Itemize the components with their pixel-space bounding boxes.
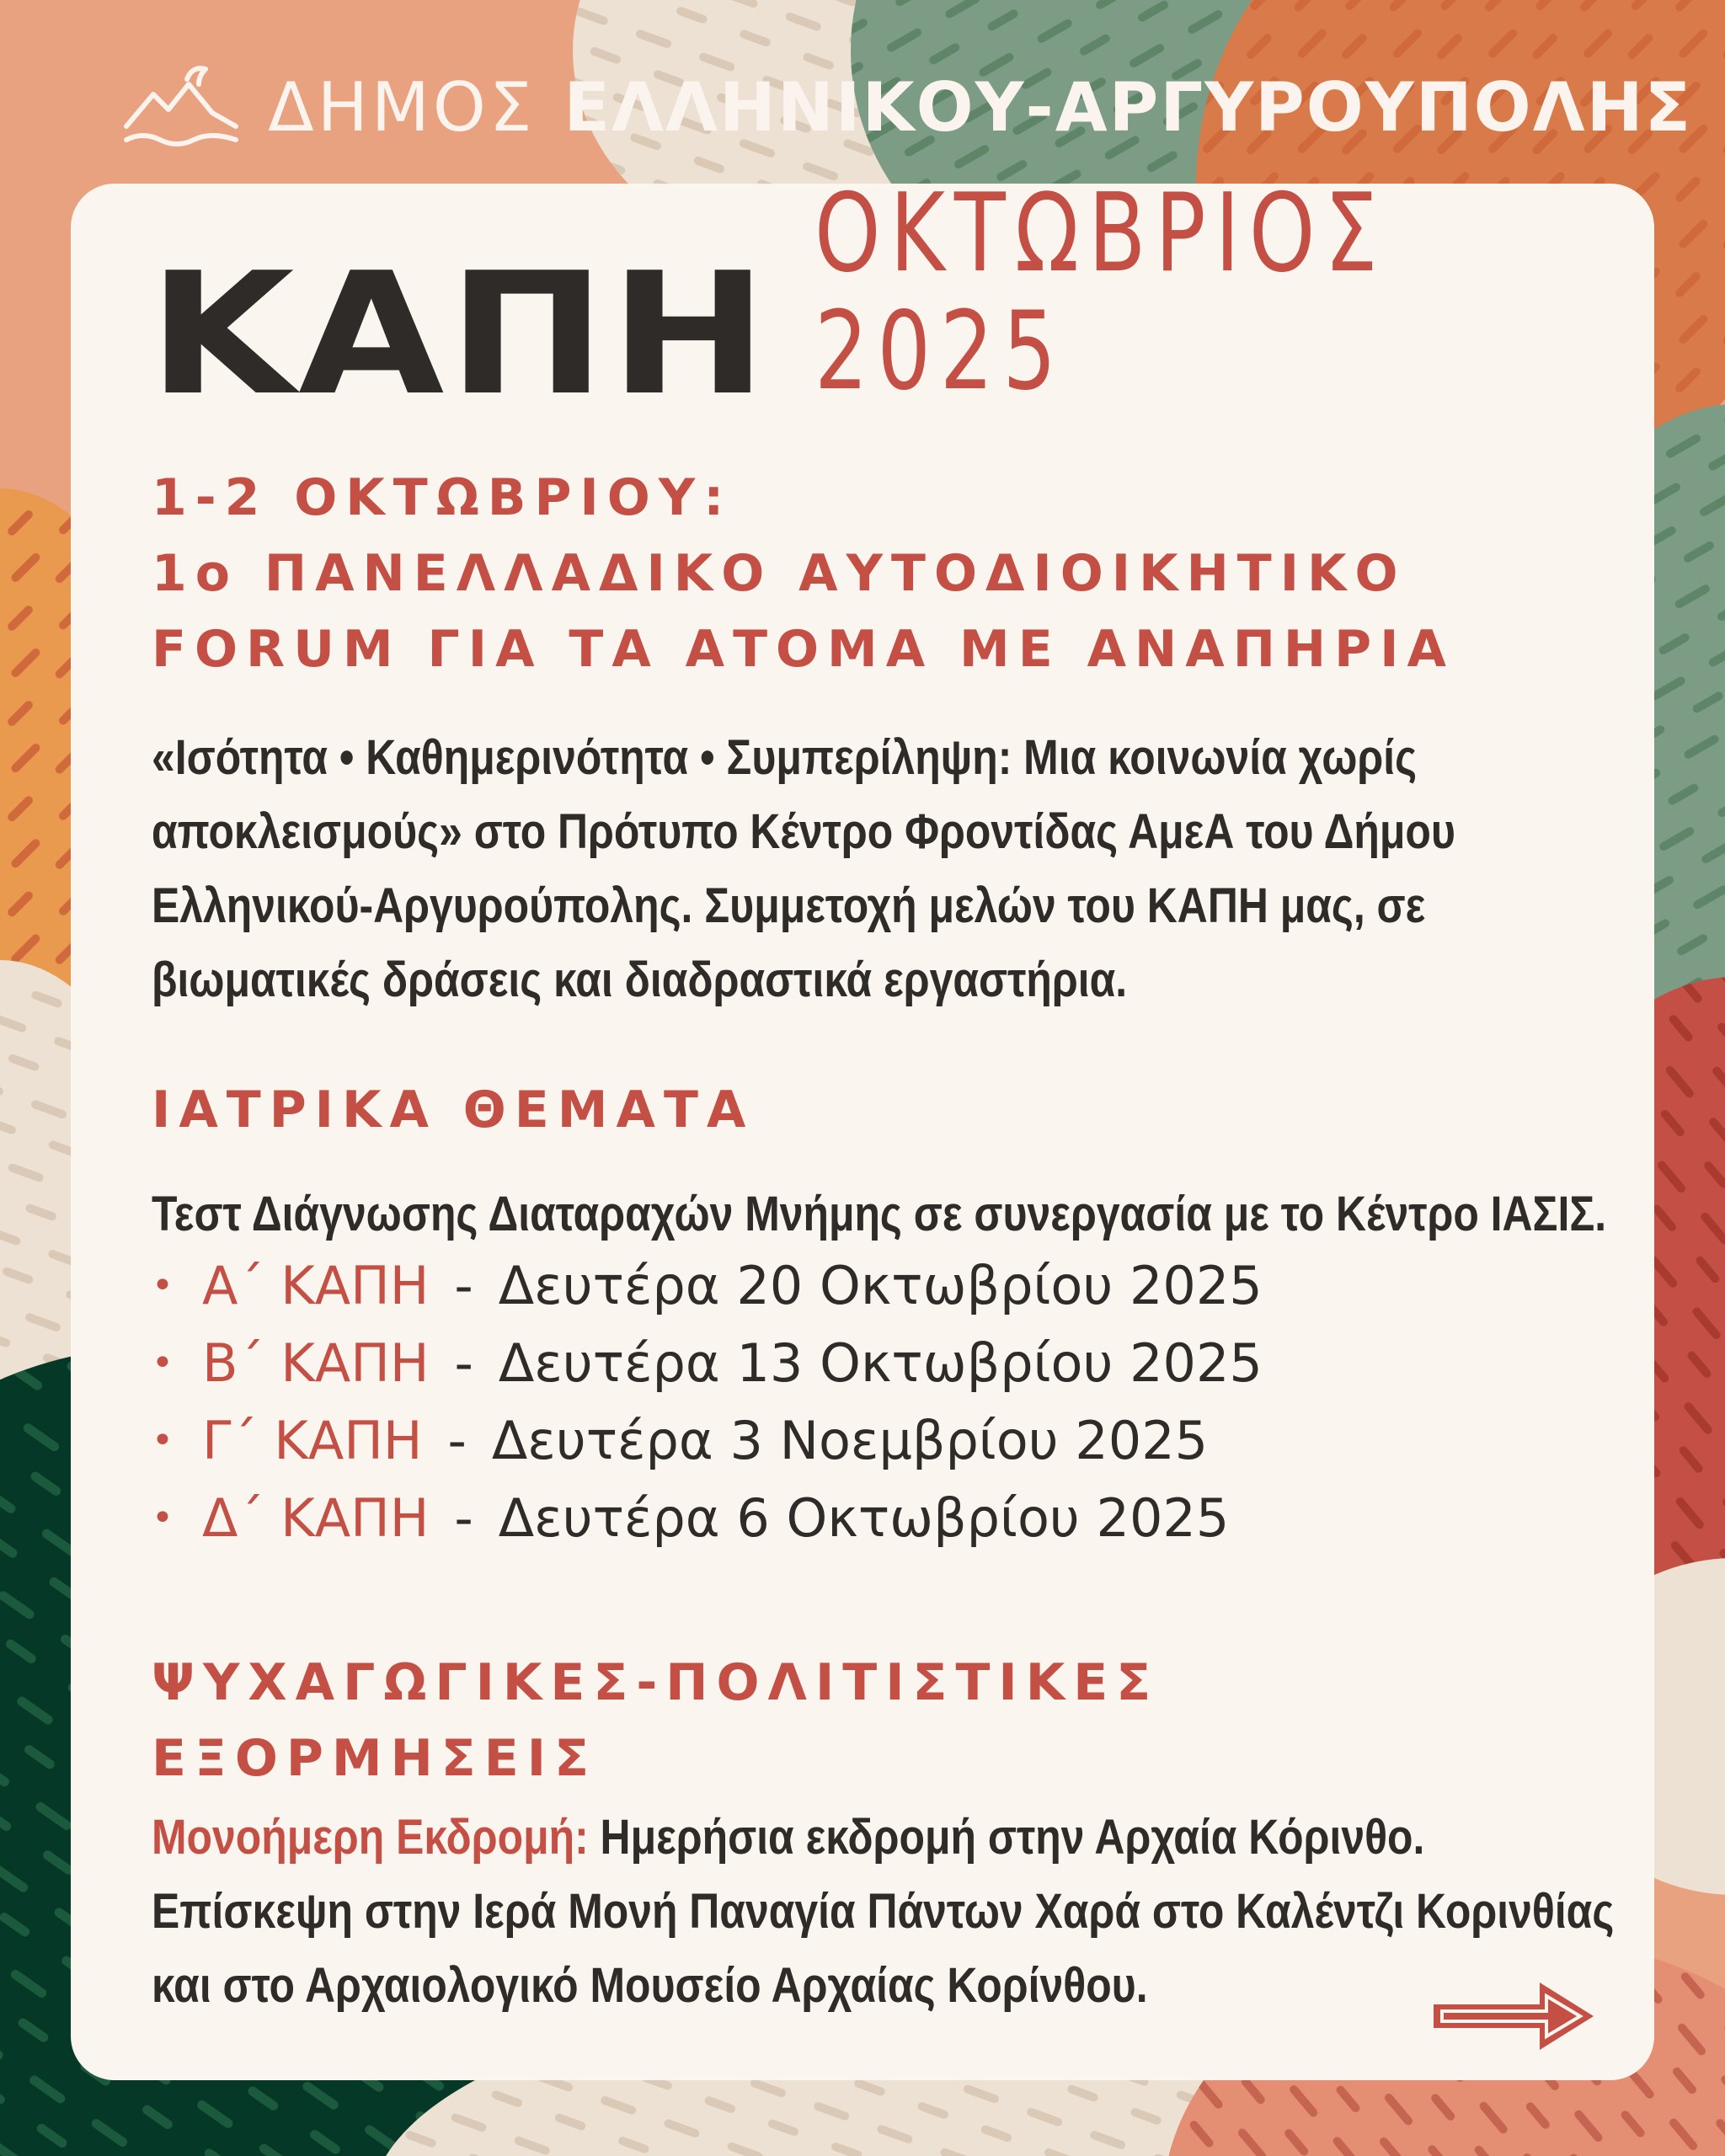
trips-description — [152, 1801, 1614, 2023]
trips-heading-line: ΕΞΟΡΜΗΣΕΙΣ — [152, 1729, 598, 1788]
kapi-date: Δευτέρα 13 Οκτωβρίου 2025 — [498, 1331, 1263, 1394]
list-item — [152, 1479, 1263, 1556]
bullet-icon: • — [152, 1341, 174, 1385]
bullet-icon: • — [152, 1263, 174, 1307]
arrow-right-icon[interactable] — [1430, 1974, 1599, 2058]
forum-heading-line: 1-2 ΟΚΤΩΒΡΙΟΥ: — [152, 468, 733, 527]
forum-description-line: αποκλεισμούς» στο Πρότυπο Κέντρο Φροντίδας ΑμεΑ του Δήμου — [152, 804, 1455, 859]
forum-description-line: «Ισότητα • Καθημερινότητα • Συμπερίληψη: Μια κοινωνία χωρίς — [152, 730, 1418, 785]
title-row — [148, 171, 1654, 433]
trip-label: Μονοήμερη Εκδρομή: — [152, 1810, 589, 1865]
trips-description-line: και στο Αρχαιολογικό Μουσείο Αρχαίας Κορίνθου. — [152, 1958, 1148, 2013]
municipality-name: ΕΛΛΗΝΙΚΟΥ-ΑΡΓΥΡΟΥΠΟΛΗΣ — [563, 67, 1693, 147]
forum-description-line: βιωματικές δράσεις και διαδραστικά εργαστήρια. — [152, 953, 1128, 1007]
trip-summary: Ημερήσια εκδρομή στην Αρχαία Κόρινθο. — [600, 1810, 1425, 1865]
separator: - — [454, 1486, 473, 1549]
forum-description — [152, 721, 1455, 1017]
kapi-name: Α΄ ΚΑΠΗ — [201, 1254, 430, 1316]
separator: - — [447, 1409, 467, 1471]
kapi-name: Δ΄ ΚΑΠΗ — [201, 1486, 430, 1549]
trips-description-line: Επίσκεψη στην Ιερά Μονή Παναγία Πάντων Χαρά στο Καλέντζι Κορινθίας — [152, 1884, 1615, 1939]
bullet-icon: • — [152, 1496, 174, 1540]
kapi-schedule-list — [152, 1246, 1263, 1556]
medical-heading: ΙΑΤΡΙΚΑ ΘΕΜΑΤΑ — [152, 1081, 755, 1139]
forum-heading-line: 1ο ΠΑΝΕΛΛΑΔΙΚΟ ΑΥΤΟΔΙΟΙΚΗΤΙΚΟ — [152, 544, 1407, 603]
bullet-icon: • — [152, 1418, 174, 1462]
municipality-word: ΔΗΜΟΣ — [268, 67, 536, 147]
header — [118, 61, 1692, 153]
kapi-name: Γ΄ ΚΑΠΗ — [201, 1409, 423, 1471]
medical-intro: Τεστ Διάγνωσης Διαταραχών Μνήμης σε συνεργασία με το Κέντρο ΙΑΣΙΣ. — [152, 1187, 1607, 1241]
trips-description-line — [152, 1801, 1614, 1875]
list-item — [152, 1324, 1263, 1401]
forum-heading-line: FORUM ΓΙΑ ΤΑ ΑΤΟΜΑ ΜΕ ΑΝΑΠΗΡΙΑ — [152, 620, 1455, 679]
forum-heading — [152, 460, 1455, 687]
kapi-name: Β΄ ΚΑΠΗ — [201, 1331, 430, 1394]
list-item — [152, 1401, 1263, 1479]
municipality-logo-icon — [118, 61, 244, 153]
separator: - — [454, 1331, 473, 1394]
kapi-date: Δευτέρα 6 Οκτωβρίου 2025 — [498, 1486, 1230, 1549]
trips-heading-line: ΨΥΧΑΓΩΓΙΚΕΣ-ΠΟΛΙΤΙΣΤΙΚΕΣ — [152, 1653, 1160, 1712]
separator: - — [454, 1254, 473, 1316]
content-card — [71, 171, 1654, 2080]
forum-description-line: Ελληνικού-Αργυρούπολης. Συμμετοχή μελών του ΚΑΠΗ μας, σε — [152, 878, 1426, 933]
trips-heading — [152, 1645, 1159, 1796]
page-title: ΚΑΠΗ — [148, 237, 772, 433]
month-title: ΟΚΤΩΒΡΙΟΣ 2025 — [814, 171, 1386, 414]
kapi-date: Δευτέρα 20 Οκτωβρίου 2025 — [498, 1254, 1263, 1316]
list-item — [152, 1246, 1263, 1324]
kapi-date: Δευτέρα 3 Νοεμβρίου 2025 — [491, 1409, 1209, 1471]
